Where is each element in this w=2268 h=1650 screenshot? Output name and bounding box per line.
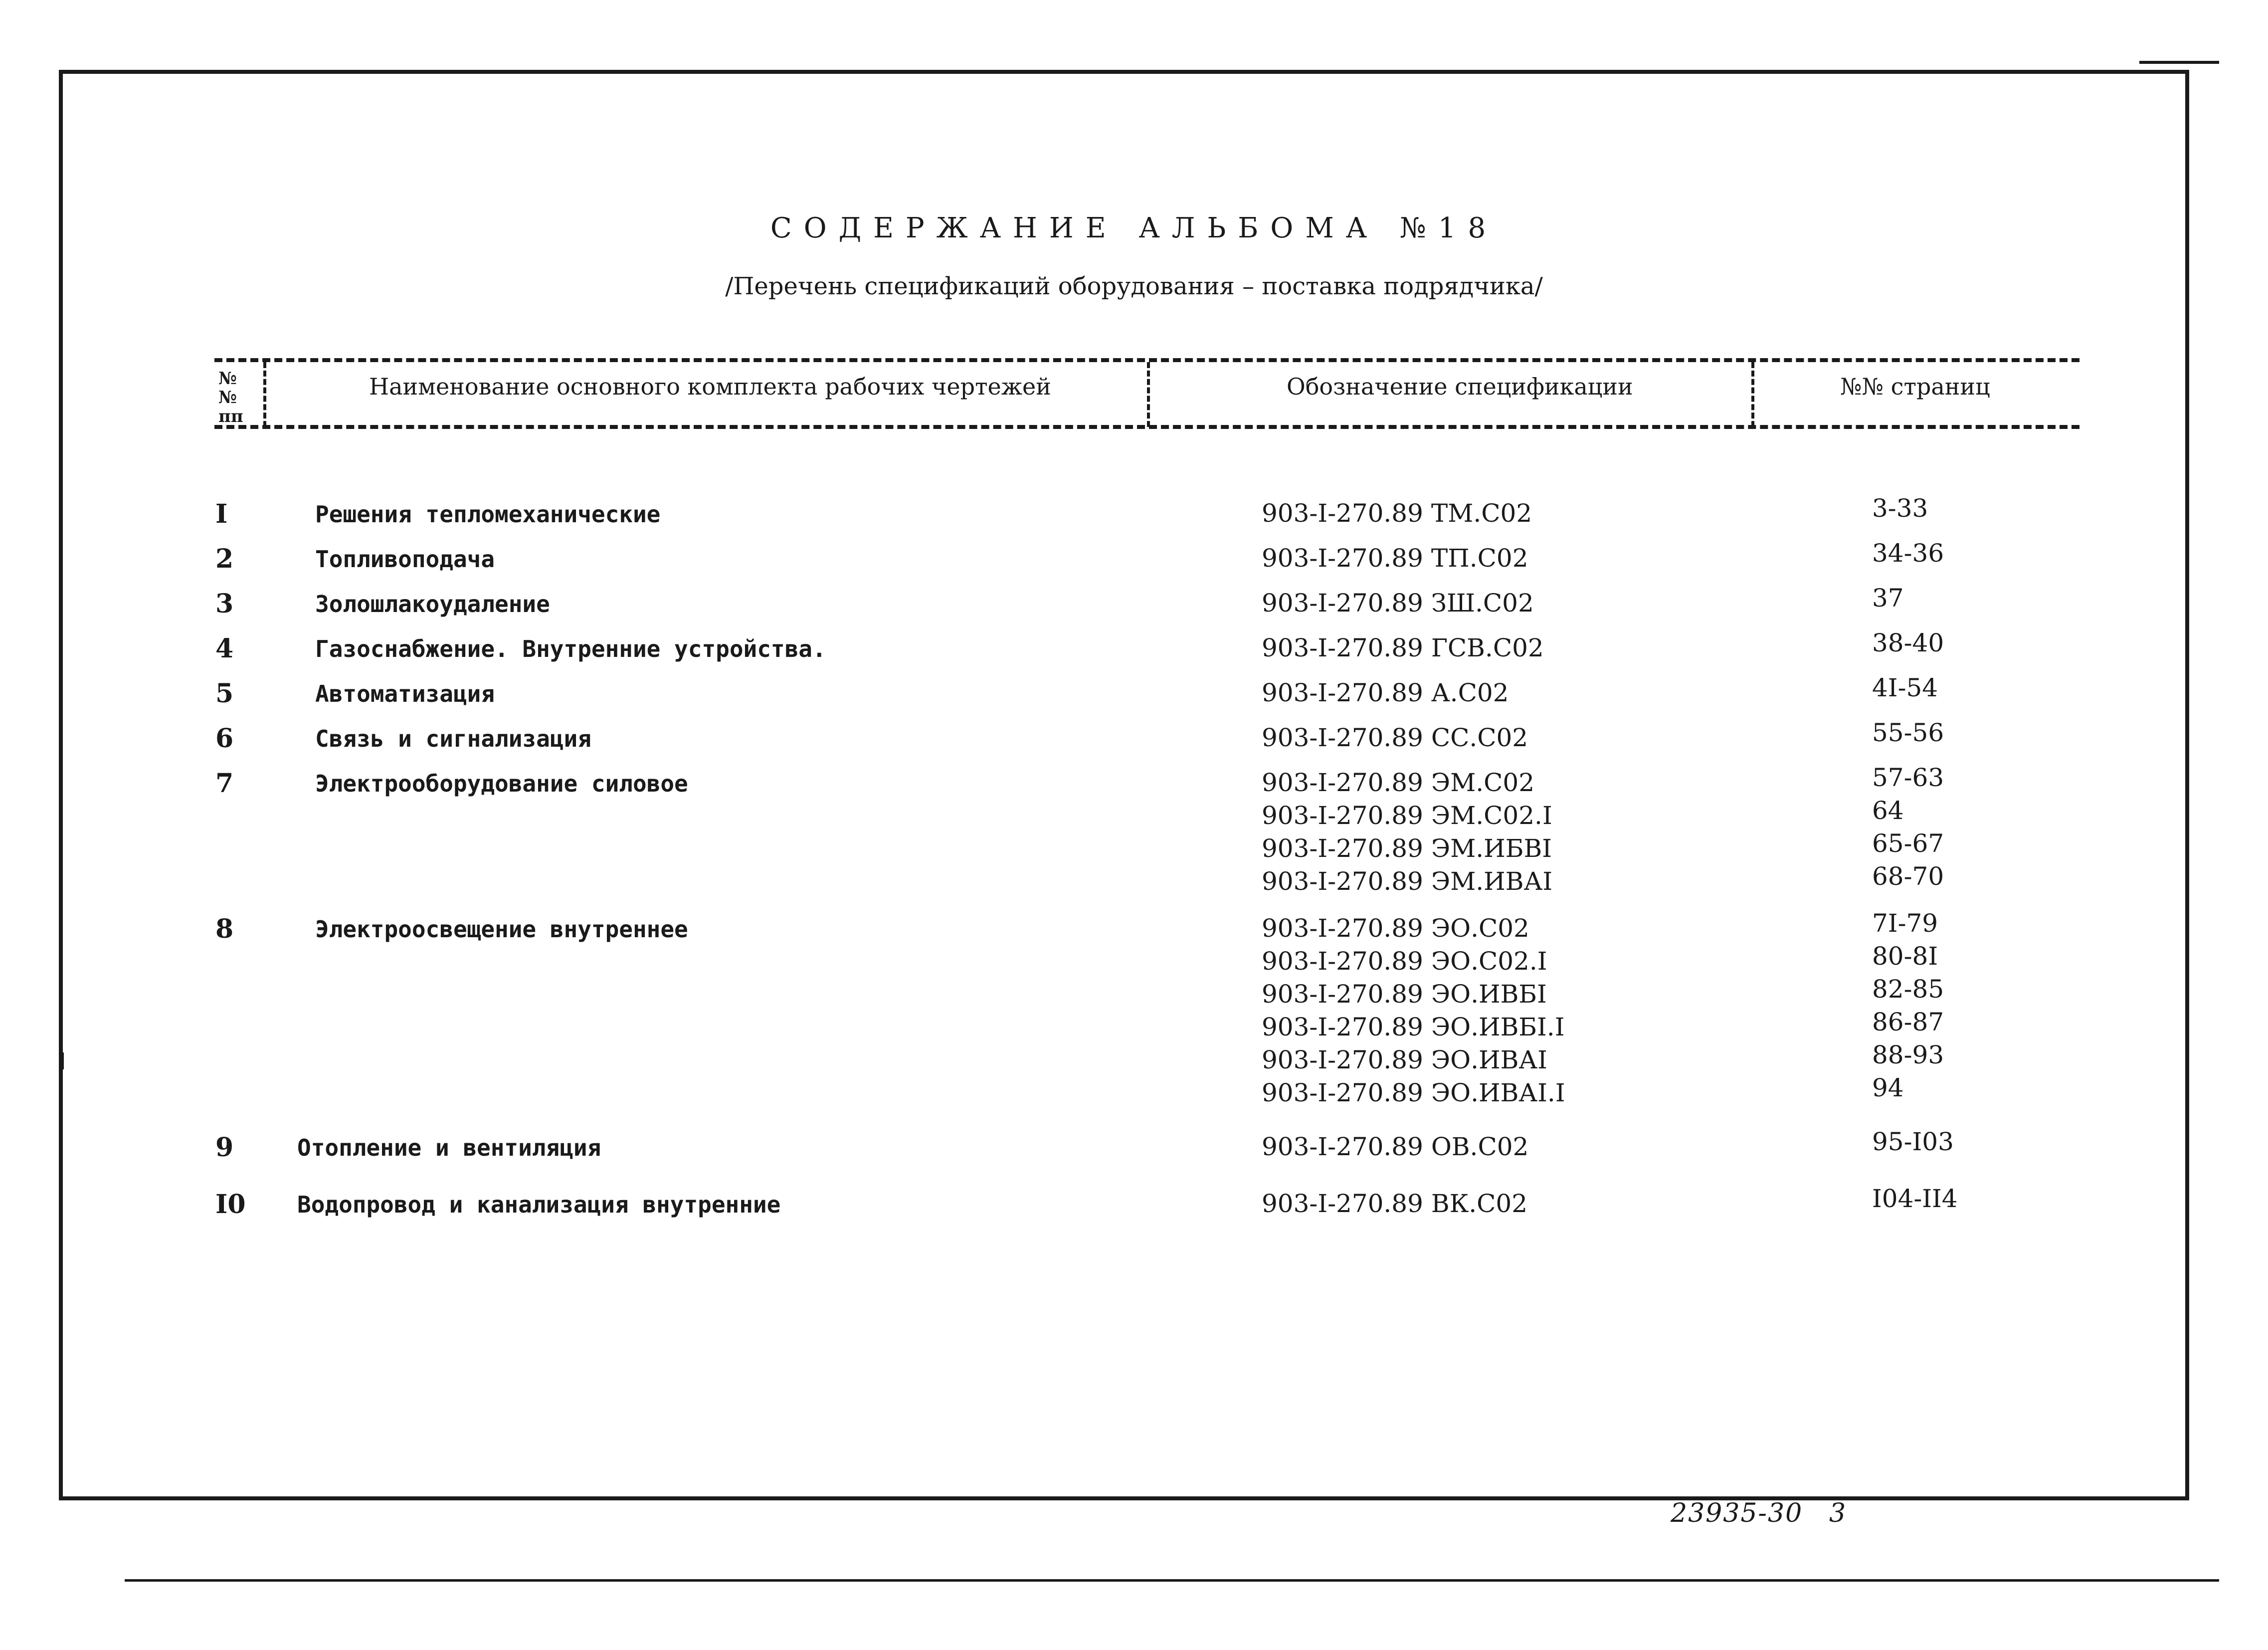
row-spec-code: 903-I-270.89 А.С02 — [1262, 678, 1509, 707]
row-pages: I04-II4 — [1872, 1184, 1958, 1213]
frame-corner-mark — [2139, 61, 2219, 64]
edge-mark — [60, 1052, 64, 1069]
header-separator — [1751, 362, 1754, 427]
row-spec-code: 903-I-270.89 ТП.С02 — [1262, 544, 1528, 573]
header-separator — [263, 362, 266, 427]
row-name: Связь и сигнализация — [315, 725, 591, 752]
row-name: Отопление и вентиляция — [297, 1134, 601, 1161]
row-spec-code: 903-I-270.89 ЭМ.С02.I — [1262, 801, 1552, 830]
row-pages: 80-8I — [1872, 942, 1938, 971]
row-number: 9 — [215, 1132, 234, 1163]
row-spec-code: 903-I-270.89 ЭМ.С02 — [1262, 768, 1535, 797]
row-name: Золошлакоудаление — [315, 591, 550, 618]
row-spec-code: 903-I-270.89 ЗШ.С02 — [1262, 589, 1534, 618]
row-pages: 82-85 — [1872, 975, 1944, 1004]
header-num: №№ пп — [218, 369, 243, 426]
row-number: 5 — [215, 678, 234, 709]
row-spec-code: 903-I-270.89 ЭМ.ИВАI — [1262, 867, 1553, 896]
footer-code: 23935-30 — [1671, 1498, 1803, 1528]
row-pages: 95-I03 — [1872, 1127, 1954, 1156]
row-pages: 34-36 — [1872, 539, 1944, 568]
row-pages: 3-33 — [1872, 494, 1928, 523]
row-pages: 88-93 — [1872, 1040, 1944, 1069]
row-number: I — [215, 499, 228, 529]
document-title: СОДЕРЖАНИЕ АЛЬБОМА №18 — [770, 212, 1498, 244]
row-spec-code: 903-I-270.89 ЭО.С02 — [1262, 914, 1529, 943]
row-pages: 7I-79 — [1872, 909, 1938, 938]
row-spec-code: 903-I-270.89 ОВ.С02 — [1262, 1132, 1529, 1161]
row-number: I0 — [215, 1189, 246, 1220]
row-spec-code: 903-I-270.89 ЭО.ИВАI.I — [1262, 1078, 1565, 1107]
row-spec-code: 903-I-270.89 ЭО.ИВАI — [1262, 1045, 1547, 1074]
bottom-rule — [125, 1579, 2219, 1582]
row-pages: 38-40 — [1872, 628, 1944, 657]
row-spec-code: 903-I-270.89 ЭО.ИВБI — [1262, 980, 1547, 1009]
row-pages: 37 — [1872, 584, 1904, 613]
row-name: Газоснабжение. Внутренние устройства. — [315, 635, 826, 662]
footer-page-number: 3 — [1829, 1498, 1846, 1528]
document-subtitle: /Перечень спецификаций оборудования – поставка подрядчика/ — [725, 272, 1543, 300]
row-number: 6 — [215, 723, 234, 754]
row-number: 8 — [215, 914, 234, 944]
row-spec-code: 903-I-270.89 ТМ.С02 — [1262, 499, 1532, 528]
row-pages: 4I-54 — [1872, 673, 1938, 702]
header-top-rule — [214, 358, 2079, 362]
row-pages: 55-56 — [1872, 718, 1944, 747]
row-spec-code: 903-I-270.89 СС.С02 — [1262, 723, 1528, 752]
row-spec-code: 903-I-270.89 ВК.С02 — [1262, 1189, 1528, 1218]
row-name: Автоматизация — [315, 680, 495, 707]
row-spec-code: 903-I-270.89 ГСВ.С02 — [1262, 633, 1544, 662]
row-pages: 86-87 — [1872, 1008, 1944, 1036]
header-name: Наименование основного комплекта рабочих чертежей — [369, 373, 1051, 400]
row-spec-code: 903-I-270.89 ЭО.ИВБI.I — [1262, 1013, 1565, 1041]
row-pages: 57-63 — [1872, 763, 1944, 792]
row-pages: 94 — [1872, 1073, 1904, 1102]
header-pages: №№ страниц — [1840, 373, 1990, 400]
row-number: 4 — [215, 633, 234, 664]
row-name: Электроосвещение внутреннее — [315, 916, 688, 943]
row-spec-code: 903-I-270.89 ЭО.С02.I — [1262, 947, 1547, 976]
row-pages: 65-67 — [1872, 829, 1944, 858]
row-number: 2 — [215, 544, 234, 574]
row-pages: 64 — [1872, 796, 1904, 825]
row-number: 7 — [215, 768, 234, 799]
row-name: Топливоподача — [315, 546, 495, 573]
row-name: Решения тепломеханические — [315, 501, 661, 528]
row-name: Водопровод и канализация внутренние — [297, 1191, 781, 1218]
row-name: Электрооборудование силовое — [315, 770, 688, 797]
row-number: 3 — [215, 589, 234, 619]
header-separator — [1147, 362, 1150, 427]
row-spec-code: 903-I-270.89 ЭМ.ИБВI — [1262, 834, 1552, 863]
header-code: Обозначение спецификации — [1287, 373, 1633, 400]
row-pages: 68-70 — [1872, 862, 1944, 891]
